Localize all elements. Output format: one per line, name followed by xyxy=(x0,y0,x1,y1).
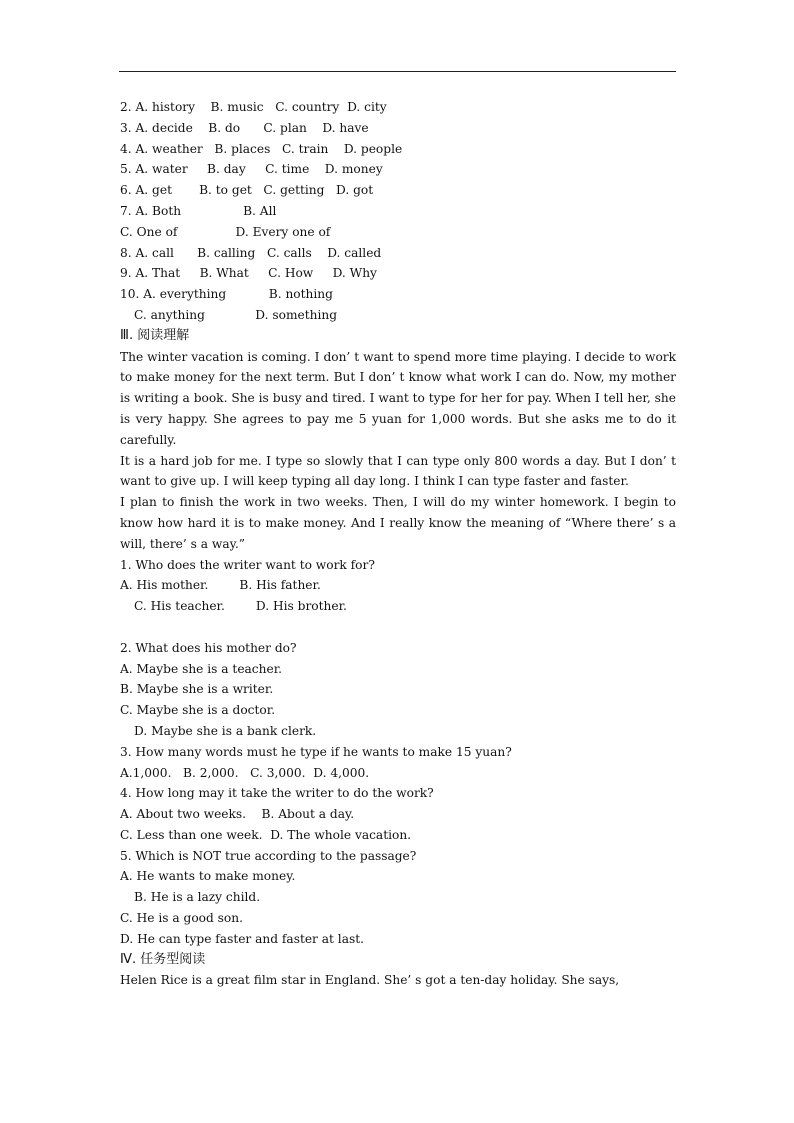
question-options: A.1,000. B. 2,000. C. 3,000. D. 4,000. xyxy=(120,765,370,780)
passage-paragraph: The winter vacation is coming. I don’ t want to spend more time playing. I decide to work to make money for the next term. But I don’ t know what work I can do. Now, my mother is writing a book. She is busy and tired. I want to type for her for pay. When I tell her, she is very happy. She agrees to pay me 5 yuan for 1,000 words. But she asks me to do it carefully. xyxy=(120,349,676,447)
cloze-option-line: C. One of D. Every one of xyxy=(120,224,331,239)
question-option: A. Maybe she is a teacher. xyxy=(120,661,283,676)
cloze-option-line: 6. A. get B. to get C. getting D. got xyxy=(120,183,374,198)
question-stem: 2. What does his mother do? xyxy=(120,640,297,655)
header-rule xyxy=(119,71,676,72)
cloze-options xyxy=(120,97,676,326)
section-heading-task-reading: Ⅳ. 任务型阅读 xyxy=(120,951,206,967)
question-option: D. Maybe she is a bank clerk. xyxy=(134,723,317,738)
question-options: A. His mother. B. His father. xyxy=(120,578,321,593)
cloze-option-line: 8. A. call B. calling C. calls D. called xyxy=(120,245,382,260)
question-stem: 4. How long may it take the writer to do the work? xyxy=(120,786,434,801)
passage-paragraph: Helen Rice is a great film star in England. She’ s got a ten-day holiday. She says, xyxy=(120,973,620,988)
question-option: D. He can type faster and faster at last. xyxy=(120,931,364,946)
cloze-option-line: 10. A. everything B. nothing xyxy=(120,287,333,302)
passage-paragraph: It is a hard job for me. I type so slowly that I can type only 800 words a day. But I don’ t want to give up. I will keep typing all day long. I think I can type faster and faster. xyxy=(120,453,676,489)
section-heading-reading: Ⅲ. 阅读理解 xyxy=(120,327,190,343)
question-options: A. About two weeks. B. About a day. xyxy=(120,807,355,822)
question-option: C. Maybe she is a doctor. xyxy=(120,703,276,718)
question-list xyxy=(120,555,676,950)
cloze-option-line: 2. A. history B. music C. country D. city xyxy=(120,100,387,114)
passage-paragraph: I plan to finish the work in two weeks. Then, I will do my winter homework. I begin to know how hard it is to make money. And I really know the meaning of “Where there’ s a will, there’ s a way.” xyxy=(120,495,676,551)
cloze-option-line: 4. A. weather B. places C. train D. people xyxy=(120,141,403,156)
cloze-option-line: 3. A. decide B. do C. plan D. have xyxy=(120,120,369,135)
question-option: B. He is a lazy child. xyxy=(134,890,261,905)
question-stem: 3. How many words must he type if he wants to make 15 yuan? xyxy=(120,744,512,759)
spacer xyxy=(120,617,676,638)
cloze-option-line: 7. A. Both B. All xyxy=(120,203,277,218)
question-stem: 1. Who does the writer want to work for? xyxy=(120,557,375,572)
cloze-option-line: 5. A. water B. day C. time D. money xyxy=(120,162,383,177)
document-body xyxy=(120,97,676,991)
question-stem: 5. Which is NOT true according to the passage? xyxy=(120,848,417,863)
question-option: C. He is a good son. xyxy=(120,911,243,926)
question-option: A. He wants to make money. xyxy=(120,869,296,884)
question-options: C. Less than one week. D. The whole vacation. xyxy=(120,827,412,842)
question-options: C. His teacher. D. His brother. xyxy=(134,599,347,614)
question-option: B. Maybe she is a writer. xyxy=(120,682,274,697)
cloze-option-line: 9. A. That B. What C. How D. Why xyxy=(120,266,377,281)
cloze-option-line: C. anything D. something xyxy=(134,307,338,322)
